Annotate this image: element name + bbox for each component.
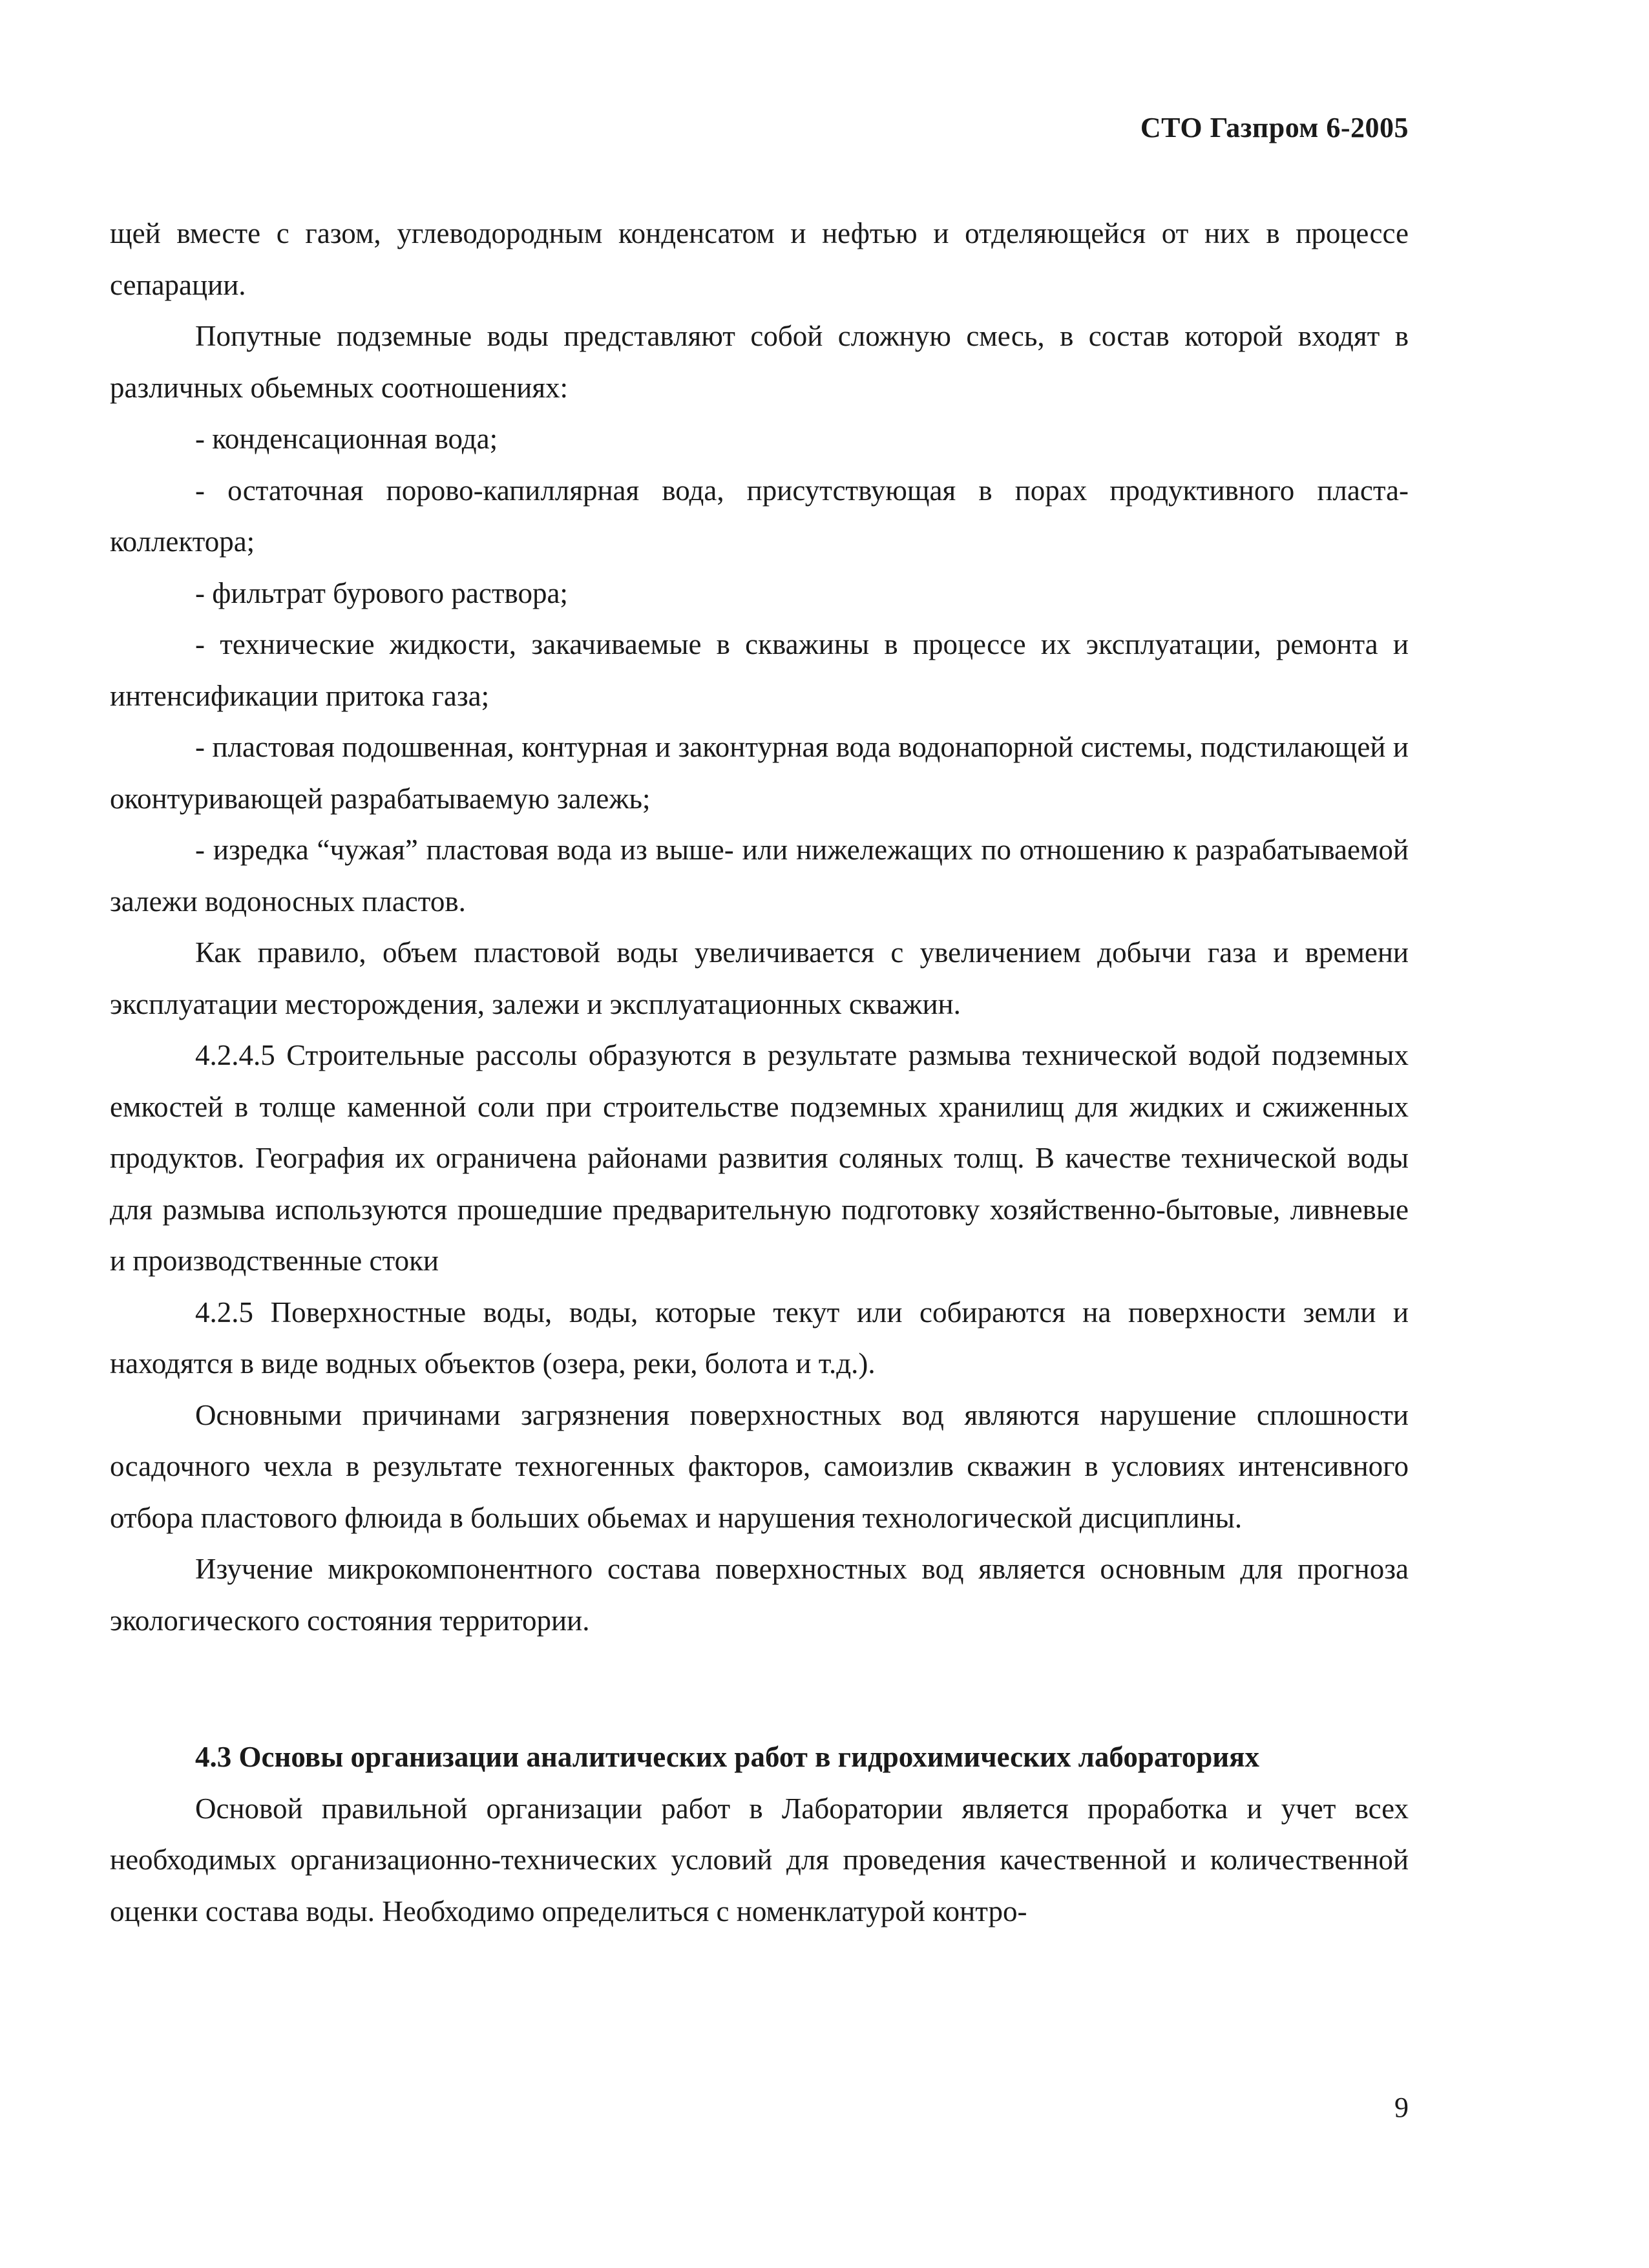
list-item-formation-water: - пластовая подошвенная, контурная и законтурная вода водонапорной системы, подстилающей и оконтуривающей разрабатываемую залежь;	[110, 731, 1409, 815]
list-item-drilling-filtrate: - фильтрат бурового раствора;	[195, 576, 568, 609]
list-item-technical-liquids: - технические жидкости, закачиваемые в скважины в процессе их эксплуатации, ремонта и интенсификации притока газа;	[110, 628, 1409, 712]
document-body	[110, 208, 1409, 1937]
paragraph-continuation: щей вместе с газом, углеводородным конденсатом и нефтью и отделяющейся от них в процессе сепарации.	[110, 217, 1409, 301]
document-code-header: СТО Газпром 6-2005	[1140, 112, 1409, 143]
list-item-residual-water: - остаточная порово-капиллярная вода, присутствующая в порах продуктивного пласта-коллектора;	[110, 474, 1409, 558]
paragraph-construction-brines: 4.2.4.5 Строительные рассолы образуются в результате размыва технической водой подземных емкостей в толще каменной соли при строительстве подземных хранилищ для жидких и сжиженных продуктов. География их ограничена районами развития соляных толщ. В качестве технической воды для размыва используются прошедшие предварительную подготовку хозяйственно-бытовые, ливневые и производственные стоки	[110, 1039, 1409, 1277]
paragraph-lab-organization: Основой правильной организации работ в Лаборатории является проработка и учет всех необходимых организационно-технических условий для проведения качественной и количественной оценки состава воды. Необходимо определиться с номенклатурой контро-	[110, 1792, 1409, 1927]
list-item-foreign-water: - изредка “чужая” пластовая вода из выше- или нижележащих по отношению к разрабатываемой залежи водоносных пластов.	[110, 834, 1409, 918]
paragraph-surface-waters: 4.2.5 Поверхностные воды, воды, которые текут или собираются на поверхности земли и находятся в виде водных объектов (озера, реки, болота и т.д.).	[110, 1296, 1409, 1380]
section-heading-4-3: 4.3 Основы организации аналитических работ в гидрохимических лабораториях	[195, 1741, 1260, 1773]
paragraph-microcomponent-study: Изучение микрокомпонентного состава поверхностных вод является основным для прогноза экологического состояния территории.	[110, 1553, 1409, 1637]
paragraph-associated-waters: Попутные подземные воды представляют собой сложную смесь, в состав которой входят в различных обьемных соотношениях:	[110, 320, 1409, 404]
paragraph-pollution-causes: Основными причинами загрязнения поверхностных вод являются нарушение сплошности осадочного чехла в результате техногенных факторов, самоизлив скважин в условиях интенсивного отбора пластового флюида в больших обьемах и нарушения технологической дисциплины.	[110, 1398, 1409, 1534]
list-item-condensation-water: - конденсационная вода;	[195, 423, 498, 455]
paragraph-water-volume: Как правило, объем пластовой воды увеличивается с увеличением добычи газа и времени эксплуатации месторождения, залежи и эксплуатационных скважин.	[110, 936, 1409, 1020]
page-number: 9	[1394, 2092, 1409, 2123]
